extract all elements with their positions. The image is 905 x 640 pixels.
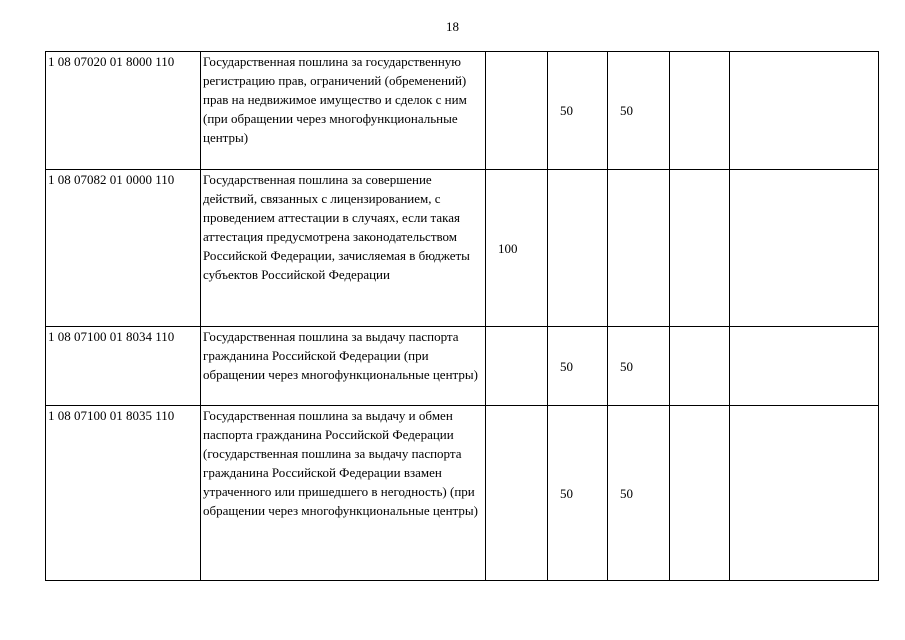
value-cell-4 [548, 170, 608, 327]
value-cell-4: 50 [548, 406, 608, 581]
revenue-name-cell: Государственная пошлина за государственную регистрацию прав, ограничений (обременений) прав на недвижимое имущество и сделок с ним (при обращении через многофункциональные центры) [201, 52, 486, 170]
kbk-code-cell: 1 08 07020 01 8000 110 [46, 52, 201, 170]
revenue-name-cell: Государственная пошлина за выдачу паспорта гражданина Российской Федерации (при обращении через многофункциональные центры) [201, 327, 486, 406]
value-cell-5 [608, 170, 670, 327]
value-cell-5: 50 [608, 327, 670, 406]
value-cell-3 [486, 406, 548, 581]
table-row [46, 52, 879, 170]
value-cell-5: 50 [608, 52, 670, 170]
value-cell-3: 100 [486, 170, 548, 327]
page-number: 18 [446, 19, 459, 34]
value-cell-3 [486, 52, 548, 170]
revenue-name-cell: Государственная пошлина за выдачу и обмен паспорта гражданина Российской Федерации (государственная пошлина за выдачу паспорта гражданина Российской Федерации взамен утраченного или пришедшего в негодность) (при обращении через многофункциональные центры) [201, 406, 486, 581]
value-cell-6 [670, 170, 730, 327]
revenue-name-cell: Государственная пошлина за совершение действий, связанных с лицензированием, с проведением аттестации в случаях, если такая аттестация предусмотрена законодательством Российской Федерации, зачисляемая в бюджеты субъектов Российской Федерации [201, 170, 486, 327]
value-cell-5: 50 [608, 406, 670, 581]
kbk-code-cell: 1 08 07100 01 8034 110 [46, 327, 201, 406]
value-cell-4: 50 [548, 52, 608, 170]
value-cell-6 [670, 327, 730, 406]
value-cell-4: 50 [548, 327, 608, 406]
value-cell-7 [730, 327, 879, 406]
value-cell-7 [730, 52, 879, 170]
value-cell-7 [730, 170, 879, 327]
value-cell-6 [670, 406, 730, 581]
value-cell-3 [486, 327, 548, 406]
value-cell-6 [670, 52, 730, 170]
table-row [46, 327, 879, 406]
table-row [46, 406, 879, 581]
kbk-code-cell: 1 08 07100 01 8035 110 [46, 406, 201, 581]
table-row [46, 170, 879, 327]
value-cell-7 [730, 406, 879, 581]
budget-table [45, 51, 879, 581]
kbk-code-cell: 1 08 07082 01 0000 110 [46, 170, 201, 327]
